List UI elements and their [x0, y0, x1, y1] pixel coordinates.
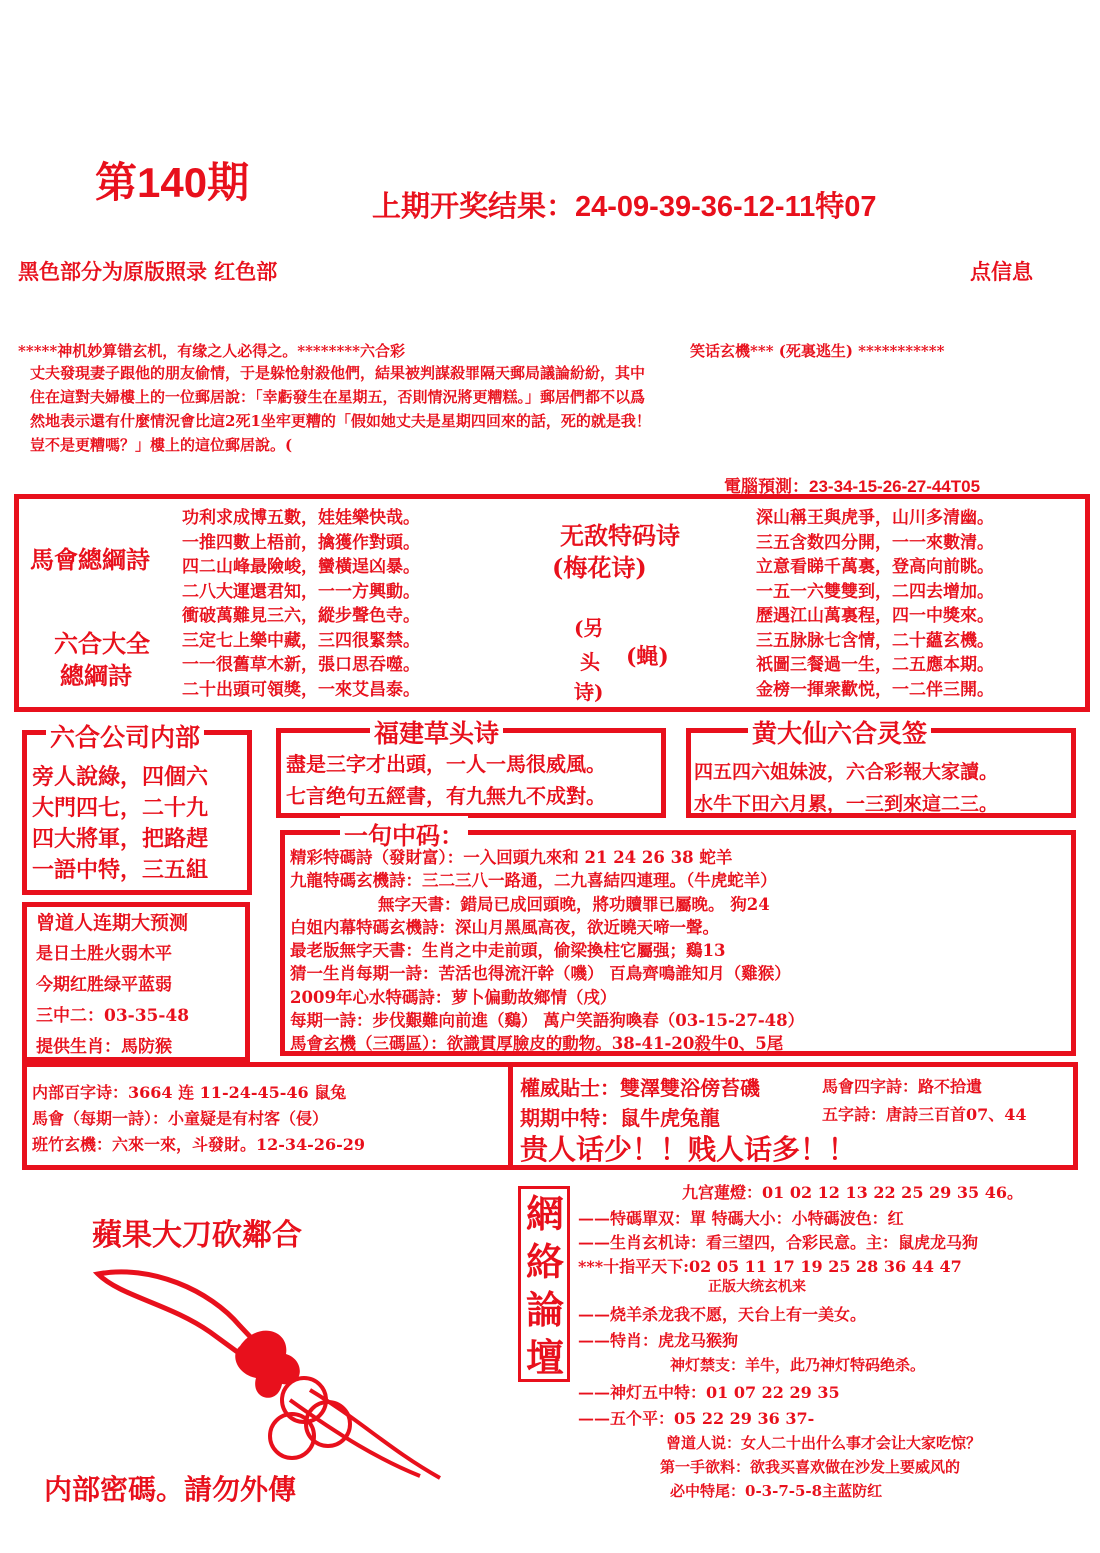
lower-left-lines — [32, 1080, 365, 1158]
poem-label-liuhe: 六合大全 — [54, 629, 150, 658]
forum-vertical-title — [526, 1190, 564, 1382]
sword-illustration — [90, 1250, 450, 1480]
fujian-lines — [286, 748, 606, 812]
company-lines — [32, 762, 208, 886]
one-sentence-line: 猜一生肖每期一詩：苦活也得流汗幹（嘰） 百鳥齊鳴誰知月（雞猴） — [290, 964, 791, 984]
forum-line-3: ***十指平天下:02 05 11 17 19 25 28 36 44 47 — [578, 1257, 962, 1276]
dao-line: 今期红胜绿平蓝弱 — [36, 975, 172, 995]
poem-right-line: 金榜一揮衆歡悦，一二伴三開。 — [756, 679, 994, 700]
poem-left-line: 二八大運還君知，一一方興動。 — [182, 581, 420, 602]
forum-char: 論 — [526, 1287, 565, 1332]
poem-left-line: 四二山峰最險峻，蠻橫逞凶暴。 — [182, 557, 420, 577]
intro-line-4: 然地表示還有什麼情況會比這2死1坐牢更糟的「假如她丈夫是星期四回來的話，死的就是我！ — [30, 412, 651, 430]
poem-left-line: 二十出頭可領獎，一來艾昌泰。 — [182, 679, 420, 700]
middle-title: 无敌特码诗 — [560, 521, 680, 550]
lower-five: 五字詩：唐詩三百首07、44 — [822, 1105, 1027, 1124]
poem-left-column — [182, 506, 420, 702]
forum-line-4: 正版大统玄机来 — [708, 1279, 806, 1295]
sword-handle — [310, 1390, 440, 1478]
forum-line-0: 九宫蓮燈：01 02 12 13 22 25 29 35 46。 — [682, 1183, 1023, 1202]
intro-line-2: 丈夫發現妻子跟他的朋友偷情，于是躲怆射殺他們，結果被判謀殺罪隔天郵局議論紛紛，其中 — [30, 364, 646, 382]
lower-left-line: 内部百字诗：3664 连 11-24-45-46 鼠兔 — [32, 1083, 347, 1102]
dao-lines — [36, 908, 189, 1063]
one-sentence-line: 最老版無字天書：生肖之中走前頭，偷梁換柱它屬强；鷄13 — [290, 941, 726, 961]
poem-left-line: 功利求成博五數，娃娃樂快哉。 — [182, 508, 420, 528]
last-result: 上期开奖结果：24-09-39-36-12-11特07 — [372, 191, 877, 223]
middle-sub-2: 头 — [580, 650, 600, 674]
fujian-line: 盡是三字才出頭，一人一馬很威風。 — [286, 752, 606, 776]
middle-sub-3: 诗) — [574, 680, 604, 704]
fujian-line: 七言绝句五經書，有九無九不成對。 — [286, 784, 606, 808]
company-line: 一語中特，三五組 — [32, 857, 209, 883]
poem-right-line: 立意看睇千萬裏，登高向前眺。 — [756, 557, 994, 577]
huang-line: 水牛下田六月累，一三到來這二三。 — [694, 793, 999, 815]
intro-line-5: 豈不是更糟嗎？」樓上的這位郵居說。( — [30, 436, 293, 454]
one-sentence-line: 九龍特碼玄機詩：三二三八一路通，二九喜結四連理。（牛虎蛇羊） — [290, 871, 777, 891]
lower-horse4: 馬會四字詩：路不拾遺 — [822, 1077, 983, 1096]
forum-line-7: 神灯禁支：羊牛，此乃神灯特码绝杀。 — [670, 1356, 926, 1374]
issue-number: 第140期 — [95, 159, 250, 206]
one-sentence-line: 馬會玄機（三碼區）：欲識貫厚臉皮的動物。38-41-20殺牛0、5尾 — [290, 1034, 784, 1054]
intro-line-1b: 笑话玄機*** (死裏逃生) *********** — [690, 342, 945, 360]
poem-left-line: 三定七上樂中藏，三四很緊禁。 — [182, 630, 420, 651]
forum-char: 壇 — [526, 1335, 565, 1380]
forum-line-6: ——特肖：虎龙马猴狗 — [578, 1331, 739, 1350]
computer-prediction: 電腦預測：23-34-15-26-27-44T05 — [724, 477, 981, 496]
forum-char: 網 — [526, 1191, 565, 1236]
one-sentence-line: 2009年心水特碼詩：萝卜偏動故鄉情（戌） — [290, 987, 617, 1007]
poem-left-line: 一一很舊草木新，張口思吞噬。 — [182, 655, 420, 675]
one-sentence-line: 白姐内幕特碼玄機詩：深山月黑風高夜，欲近曉天啼一聲。 — [290, 917, 719, 937]
dao-line: 三中二：03-35-48 — [36, 1006, 190, 1026]
one-sentence-lines — [290, 846, 804, 1056]
poem-right-column — [756, 506, 994, 702]
poem-label-horse: 馬會總綱詩 — [30, 545, 150, 574]
intro-line-3: 住在這對夫婦樓上的一位郵居說：「幸虧發生在星期五，否則情況將更糟糕。」郵居們都不以爲 — [30, 388, 646, 406]
forum-line-2: ——生肖玄机诗：看三望四，合彩民意。主：鼠虎龙马狗 — [578, 1233, 979, 1252]
middle-subtitle: (梅花诗) — [552, 553, 647, 582]
fujian-title: 福建草头诗 — [370, 714, 503, 750]
forum-line-5: ——烧羊杀龙我不愿，天台上有一美女。 — [578, 1305, 867, 1324]
forum-line-10: 曾道人说：女人二十出什么事才会让大家吃惊？ — [666, 1434, 982, 1452]
forum-line-9: ——五个平：05 22 29 36 37- — [578, 1409, 815, 1428]
sword-guard — [235, 1331, 300, 1398]
huang-lines — [694, 756, 998, 820]
poem-right-line: 祇圖三餐過一生，二五應本期。 — [756, 655, 994, 675]
forum-char: 絡 — [526, 1239, 565, 1284]
company-title: 六合公司内部 — [46, 718, 204, 754]
one-sentence-line: 精彩特碼詩（發財富）：一入回頭九來和 21 24 26 38 蛇羊 — [290, 848, 733, 867]
poem-left-line: 衝破萬難見三六，縱步聲色寺。 — [182, 606, 420, 626]
poem-left-line: 一推四數上梧前，擒獲作對頭。 — [182, 532, 420, 553]
middle-sub-1: (另 — [574, 616, 604, 640]
poem-right-line: 歷遇江山萬裏程，四一中獎來。 — [756, 606, 994, 626]
dao-line: 是日土胜火弱木平 — [36, 944, 172, 964]
lower-divider — [508, 1066, 513, 1166]
notice-left: 黑色部分为原版照录 红色部 — [18, 260, 278, 284]
company-line: 四大將軍，把路趕 — [32, 826, 209, 852]
forum-line-1: ——特碼單双：單 特碼大小：小特碼波色：红 — [578, 1209, 904, 1228]
forum-line-8: ——神灯五中特：01 07 22 29 35 — [578, 1383, 840, 1402]
notice-right: 点信息 — [970, 260, 1033, 284]
one-sentence-line: 無字天書：錯局已成回頭晚，將功贖罪已屬晚。 狗24 — [378, 894, 770, 914]
forum-line-11: 第一手欲料：欲我买喜欢做在沙发上要威风的 — [660, 1458, 961, 1476]
lower-special: 期期中特：鼠牛虎兔龍 — [520, 1106, 720, 1130]
lower-left-line: 馬會（每期一詩）：小童疑是有村客（侵） — [32, 1109, 329, 1128]
poem-right-line: 一五一六雙雙到，二四去增加。 — [756, 581, 994, 602]
poem-right-line: 三五脉脉七含情，二十蘊玄機。 — [756, 630, 994, 651]
dao-title: 曾道人连期大预测 — [36, 912, 189, 934]
dao-line: 提供生肖：馬防猴 — [36, 1037, 172, 1057]
company-line: 大門四七，二十九 — [32, 795, 209, 821]
intro-line-1: *****神机妙算错玄机，有缘之人必得之。********六合彩 — [18, 342, 405, 360]
one-sentence-title: 一句中码： — [340, 816, 468, 851]
poem-right-line: 深山稱王與虎爭，山川多清幽。 — [756, 508, 994, 528]
lower-tip: 權威貼士：雙澤雙浴傍苔磯 — [520, 1076, 760, 1100]
huang-line: 四五四六姐妹波，六合彩報大家讀。 — [694, 761, 999, 783]
middle-sub-4: (蝇) — [626, 644, 669, 670]
huang-title: 黄大仙六合灵签 — [748, 714, 931, 750]
sword-footer: 内部密碼。請勿外傳 — [44, 1473, 297, 1506]
company-line: 旁人說綠，四個六 — [32, 764, 209, 790]
lower-slogan: 贵人话少！！贱人话多！！ — [520, 1133, 857, 1166]
sword-title: 蘋果大刀砍鄰合 — [92, 1218, 302, 1253]
one-sentence-line: 每期一詩：步伐艱難向前進（鷄） 萬户笑語狗喚春（03-15-27-48） — [290, 1011, 805, 1031]
poem-right-line: 三五含数四分開，一一來數清。 — [756, 532, 994, 553]
poem-label-zong: 總綱詩 — [60, 661, 132, 690]
forum-line-12: 必中特尾：0-3-7-5-8主蓝防红 — [670, 1482, 883, 1500]
lower-left-line: 班竹玄機：六來一來，斗發財。12-34-26-29 — [32, 1135, 365, 1154]
